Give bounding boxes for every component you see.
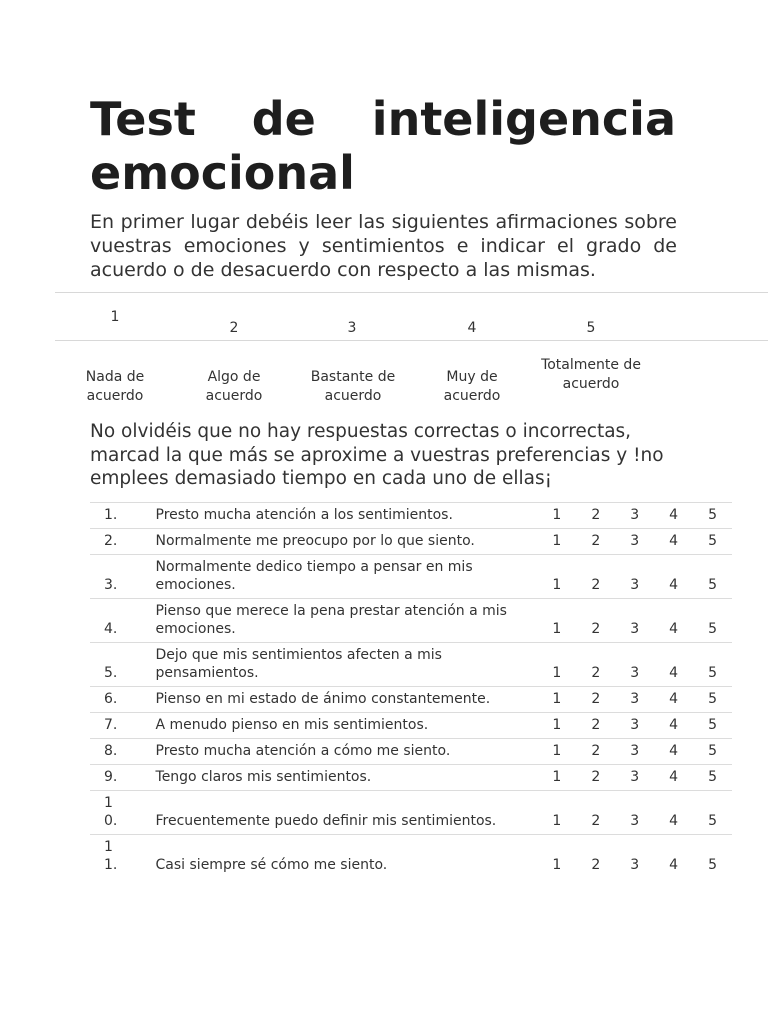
table-row [90,503,732,529]
option-2[interactable]: 2 [576,643,615,687]
table-row [90,765,732,791]
option-2[interactable]: 2 [576,791,615,835]
table-row [90,643,732,687]
intro-paragraph: En primer lugar debéis leer las siguientes afirmaciones sobre vuestras emociones y sentimientos e indicar el grado de acuerdo o de desacuerdo con respecto a las mismas. [90,211,677,281]
item-number: 11. [104,839,118,873]
option-5[interactable]: 5 [693,713,732,739]
scale-number-5: 5 [586,320,596,336]
item-statement: Presto mucha atención a cómo me siento. [156,739,538,765]
item-statement: A menudo pienso en mis sentimientos. [156,713,538,739]
option-4[interactable]: 4 [654,643,693,687]
option-3[interactable]: 3 [615,739,654,765]
item-number: 1. [104,507,118,523]
option-4[interactable]: 4 [654,765,693,791]
scale-number-4: 4 [467,320,477,336]
option-2[interactable]: 2 [576,835,615,879]
option-3[interactable]: 3 [615,599,654,643]
option-5[interactable]: 5 [693,529,732,555]
option-3[interactable]: 3 [615,791,654,835]
table-row [90,687,732,713]
option-5[interactable]: 5 [693,503,732,529]
option-4[interactable]: 4 [654,687,693,713]
option-3[interactable]: 3 [615,687,654,713]
divider [55,292,768,293]
option-4[interactable]: 4 [654,529,693,555]
option-2[interactable]: 2 [576,599,615,643]
scale-label-4: Muy de acuerdo [443,369,501,404]
item-number: 3. [104,577,118,593]
table-row [90,529,732,555]
option-2[interactable]: 2 [576,713,615,739]
item-number: 8. [104,743,118,759]
option-5[interactable]: 5 [693,739,732,765]
option-1[interactable]: 1 [537,643,576,687]
item-statement: Pienso que merece la pena prestar atención a mis emociones. [156,599,538,643]
table-row [90,791,732,835]
option-2[interactable]: 2 [576,503,615,529]
scale-number-1: 1 [110,309,120,325]
option-4[interactable]: 4 [654,835,693,879]
option-1[interactable]: 1 [537,529,576,555]
item-number: 2. [104,533,118,549]
item-number: 7. [104,717,118,733]
option-3[interactable]: 3 [615,503,654,529]
option-5[interactable]: 5 [693,687,732,713]
option-2[interactable]: 2 [576,555,615,599]
option-1[interactable]: 1 [537,765,576,791]
option-5[interactable]: 5 [693,555,732,599]
option-3[interactable]: 3 [615,643,654,687]
questionnaire-table [90,502,732,878]
item-number: 6. [104,691,118,707]
option-1[interactable]: 1 [537,739,576,765]
option-1[interactable]: 1 [537,503,576,529]
item-statement: Pienso en mi estado de ánimo constantemente. [156,687,538,713]
option-4[interactable]: 4 [654,599,693,643]
item-number: 9. [104,769,118,785]
option-5[interactable]: 5 [693,791,732,835]
scale-number-2: 2 [229,320,239,336]
scale-label-2: Algo de acuerdo [205,369,263,404]
page-title: Test de inteligencia emocional [90,92,676,200]
table-row [90,739,732,765]
option-2[interactable]: 2 [576,529,615,555]
option-5[interactable]: 5 [693,835,732,879]
item-statement: Normalmente dedico tiempo a pensar en mis emociones. [156,555,538,599]
scale-label-5: Totalmente de acuerdo [541,357,641,392]
option-5[interactable]: 5 [693,765,732,791]
option-3[interactable]: 3 [615,835,654,879]
option-3[interactable]: 3 [615,713,654,739]
table-row [90,713,732,739]
item-number: 10. [104,795,118,829]
table-row [90,555,732,599]
option-2[interactable]: 2 [576,687,615,713]
scale-label-3: Bastante de acuerdo [310,369,396,404]
reminder-text: No olvidéis que no hay respuestas correctas o incorrectas, marcad la que más se aproxime a vuestras preferencias y !no emplees demasiado tiempo en cada uno de ellas¡ [90,421,664,489]
scale-label-1: Nada de acuerdo [85,369,145,404]
option-5[interactable]: 5 [693,643,732,687]
table-row [90,835,732,879]
option-4[interactable]: 4 [654,791,693,835]
item-statement: Tengo claros mis sentimientos. [156,765,538,791]
option-5[interactable]: 5 [693,599,732,643]
option-1[interactable]: 1 [537,599,576,643]
option-1[interactable]: 1 [537,835,576,879]
option-1[interactable]: 1 [537,555,576,599]
option-1[interactable]: 1 [537,687,576,713]
option-4[interactable]: 4 [654,555,693,599]
scale-number-3: 3 [347,320,357,336]
option-3[interactable]: 3 [615,529,654,555]
option-4[interactable]: 4 [654,503,693,529]
item-statement: Presto mucha atención a los sentimientos. [156,503,538,529]
option-1[interactable]: 1 [537,713,576,739]
option-3[interactable]: 3 [615,765,654,791]
table-row [90,599,732,643]
item-number: 4. [104,621,118,637]
item-number: 5. [104,665,118,681]
item-statement: Normalmente me preocupo por lo que siento. [156,529,538,555]
option-2[interactable]: 2 [576,765,615,791]
option-4[interactable]: 4 [654,739,693,765]
option-1[interactable]: 1 [537,791,576,835]
item-statement: Frecuentemente puedo definir mis sentimientos. [156,791,538,835]
divider [55,340,768,341]
option-4[interactable]: 4 [654,713,693,739]
option-3[interactable]: 3 [615,555,654,599]
item-statement: Dejo que mis sentimientos afecten a mis pensamientos. [156,643,538,687]
option-2[interactable]: 2 [576,739,615,765]
item-statement: Casi siempre sé cómo me siento. [156,835,538,879]
